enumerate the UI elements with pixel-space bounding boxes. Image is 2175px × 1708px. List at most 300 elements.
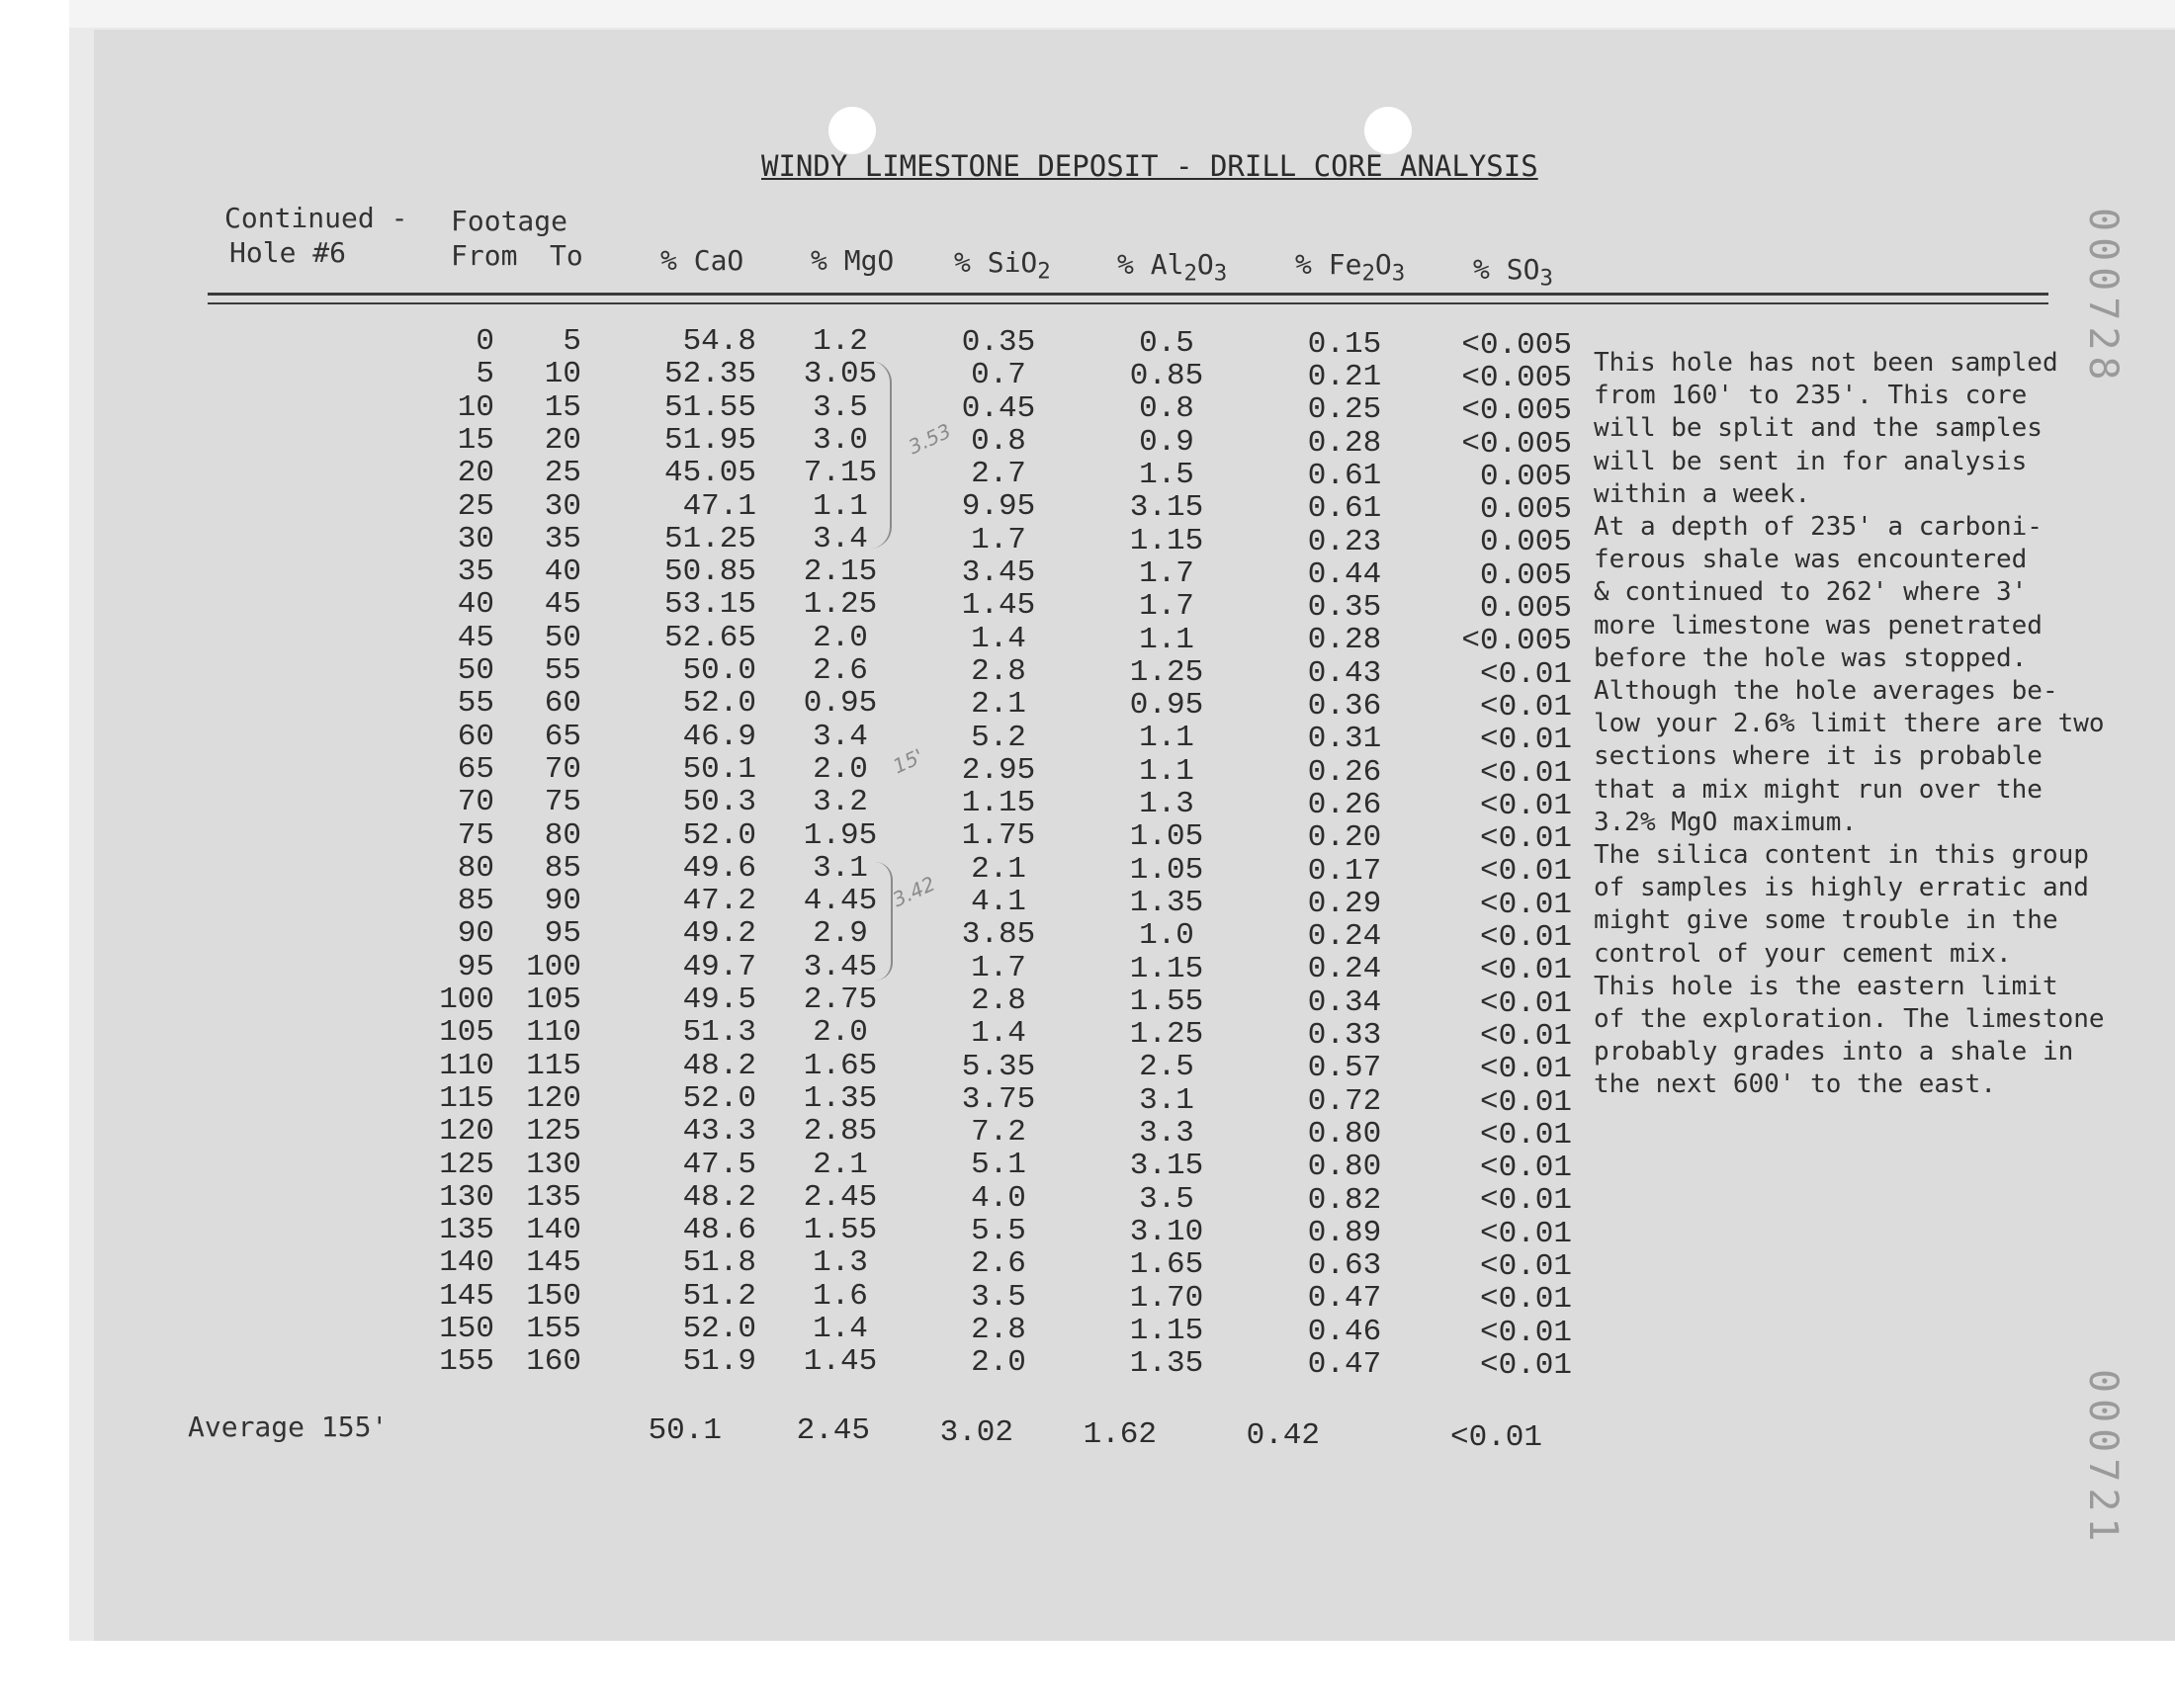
- cell-from: 65: [457, 751, 494, 787]
- cell-cao: 46.9: [682, 719, 756, 754]
- cell-al2o3: 0.85: [1129, 359, 1204, 394]
- cell-sio2: 2.1: [971, 851, 1026, 887]
- cell-to: 115: [526, 1048, 581, 1083]
- cell-sio2: 2.1: [971, 687, 1026, 723]
- cell-fe2o3: 0.63: [1307, 1248, 1382, 1284]
- cell-to: 160: [526, 1344, 581, 1380]
- cell-so3: 0.005: [1479, 557, 1572, 593]
- cell-cao: 49.6: [682, 850, 756, 886]
- scan-border-bottom: [0, 1641, 2175, 1708]
- cell-al2o3: 1.5: [1139, 458, 1194, 492]
- cell-al2o3: 1.0: [1139, 918, 1194, 954]
- header-from: From: [451, 239, 518, 272]
- average-mgo: 2.45: [796, 1413, 870, 1448]
- notes-line: will be sent in for analysis: [1594, 446, 2028, 476]
- cell-al2o3: 1.3: [1139, 787, 1194, 821]
- cell-to: 30: [544, 488, 581, 524]
- cell-mgo: 1.4: [813, 1312, 868, 1346]
- cell-cao: 50.85: [663, 555, 756, 590]
- cell-mgo: 2.9: [813, 916, 868, 952]
- cell-sio2: 2.8: [971, 982, 1026, 1018]
- cell-so3: <0.01: [1479, 788, 1572, 823]
- notes-paragraph: [1594, 347, 2147, 1102]
- cell-fe2o3: 0.61: [1307, 458, 1382, 493]
- cell-sio2: 2.6: [971, 1246, 1026, 1282]
- notes-line: 3.2% MgO maximum.: [1594, 807, 1858, 837]
- cell-al2o3: 1.15: [1129, 523, 1204, 558]
- cell-cao: 47.5: [682, 1147, 756, 1182]
- cell-cao: 48.2: [682, 1048, 756, 1083]
- cell-cao: 52.0: [682, 1312, 756, 1346]
- cell-fe2o3: 0.80: [1307, 1116, 1382, 1152]
- cell-sio2: 2.8: [971, 1312, 1026, 1347]
- cell-fe2o3: 0.28: [1307, 425, 1382, 461]
- cell-so3: 0.005: [1479, 591, 1572, 626]
- notes-line: probably grades into a shale in: [1594, 1037, 2074, 1068]
- cell-cao: 52.0: [682, 1080, 756, 1116]
- cell-fe2o3: 0.43: [1307, 655, 1382, 691]
- pencil-note: 3.53: [905, 418, 955, 460]
- cell-mgo: 2.75: [803, 982, 878, 1017]
- cell-to: 155: [526, 1312, 581, 1346]
- cell-to: 70: [544, 751, 581, 787]
- cell-from: 130: [439, 1179, 494, 1215]
- cell-from: 100: [439, 982, 494, 1017]
- cell-sio2: 1.7: [971, 950, 1026, 985]
- cell-so3: <0.01: [1479, 854, 1572, 890]
- average-al2o3: 1.62: [1083, 1417, 1157, 1452]
- cell-mgo: 2.45: [803, 1179, 878, 1215]
- cell-so3: <0.01: [1479, 1183, 1572, 1219]
- cell-al2o3: 3.3: [1139, 1116, 1194, 1151]
- cell-sio2: 0.8: [971, 423, 1026, 459]
- cell-cao: 49.5: [682, 982, 756, 1017]
- cell-sio2: 1.7: [971, 522, 1026, 557]
- cell-so3: <0.01: [1479, 821, 1572, 857]
- cell-so3: <0.01: [1479, 1347, 1572, 1383]
- cell-cao: 51.8: [682, 1245, 756, 1281]
- cell-so3: <0.01: [1479, 1315, 1572, 1350]
- cell-fe2o3: 0.26: [1307, 754, 1382, 790]
- cell-mgo: 7.15: [803, 456, 878, 491]
- header-hole-line2: Hole #6: [229, 236, 347, 269]
- cell-mgo: 0.95: [803, 686, 878, 722]
- average-fe2o3: 0.42: [1246, 1418, 1320, 1453]
- cell-mgo: 1.3: [813, 1245, 868, 1281]
- header-cao: % CaO: [660, 244, 744, 277]
- cell-fe2o3: 0.25: [1307, 392, 1382, 428]
- cell-al2o3: 0.95: [1129, 688, 1204, 724]
- pencil-note: 15': [889, 743, 927, 779]
- cell-cao: 51.25: [663, 521, 756, 556]
- cell-mgo: 3.45: [803, 949, 878, 984]
- cell-to: 150: [526, 1278, 581, 1314]
- cell-to: 135: [526, 1179, 581, 1215]
- cell-from: 155: [439, 1344, 494, 1380]
- cell-fe2o3: 0.61: [1307, 491, 1382, 527]
- cell-cao: 52.0: [682, 686, 756, 722]
- cell-al2o3: 0.5: [1139, 325, 1194, 361]
- notes-line: that a mix might run over the: [1594, 774, 2043, 805]
- cell-sio2: 2.8: [971, 653, 1026, 689]
- cell-cao: 50.3: [682, 785, 756, 820]
- cell-mgo: 1.55: [803, 1213, 878, 1248]
- cell-from: 120: [439, 1114, 494, 1150]
- average-label: Average 155': [188, 1410, 389, 1443]
- cell-so3: 0.005: [1479, 459, 1572, 494]
- cell-so3: <0.005: [1461, 327, 1572, 363]
- cell-sio2: 7.2: [971, 1115, 1026, 1151]
- notes-line: the next 600' to the east.: [1594, 1069, 1996, 1100]
- cell-mgo: 2.6: [813, 653, 868, 688]
- cell-from: 145: [439, 1278, 494, 1314]
- pencil-brace: [870, 361, 892, 549]
- cell-from: 45: [457, 620, 494, 655]
- cell-to: 40: [544, 555, 581, 590]
- cell-mgo: 3.4: [813, 719, 868, 754]
- cell-sio2: 1.15: [961, 786, 1036, 821]
- cell-cao: 51.3: [682, 1015, 756, 1051]
- cell-sio2: 1.45: [961, 588, 1036, 624]
- cell-mgo: 1.2: [813, 324, 868, 359]
- cell-from: 5: [476, 357, 494, 392]
- cell-so3: <0.01: [1479, 1151, 1572, 1186]
- cell-so3: <0.01: [1479, 1216, 1572, 1251]
- cell-so3: <0.01: [1479, 656, 1572, 692]
- cell-to: 35: [544, 521, 581, 556]
- cell-fe2o3: 0.46: [1307, 1314, 1382, 1349]
- notes-line: This hole has not been sampled: [1594, 348, 2058, 378]
- cell-cao: 53.15: [663, 587, 756, 623]
- cell-to: 80: [544, 817, 581, 853]
- cell-cao: 51.2: [682, 1278, 756, 1314]
- cell-so3: 0.005: [1479, 525, 1572, 560]
- cell-from: 0: [476, 324, 494, 359]
- cell-to: 130: [526, 1147, 581, 1182]
- cell-cao: 47.2: [682, 884, 756, 919]
- cell-from: 150: [439, 1312, 494, 1346]
- cell-sio2: 4.0: [971, 1180, 1026, 1216]
- cell-al2o3: 1.7: [1139, 589, 1194, 625]
- cell-from: 75: [457, 817, 494, 853]
- cell-from: 135: [439, 1213, 494, 1248]
- cell-to: 55: [544, 653, 581, 688]
- cell-mgo: 2.85: [803, 1114, 878, 1150]
- cell-mgo: 2.0: [813, 751, 868, 787]
- notes-line: At a depth of 235' a carboni-: [1594, 512, 2043, 543]
- cell-from: 20: [457, 456, 494, 491]
- cell-so3: <0.01: [1479, 1084, 1572, 1120]
- cell-to: 140: [526, 1213, 581, 1248]
- cell-so3: <0.005: [1461, 393, 1572, 429]
- cell-cao: 54.8: [682, 324, 756, 359]
- cell-from: 15: [457, 422, 494, 458]
- cell-al2o3: 0.8: [1139, 391, 1194, 427]
- cell-so3: <0.01: [1479, 1018, 1572, 1054]
- cell-to: 125: [526, 1114, 581, 1150]
- cell-fe2o3: 0.15: [1307, 326, 1382, 362]
- cell-cao: 45.05: [663, 456, 756, 491]
- cell-from: 90: [457, 916, 494, 952]
- notes-line: of the exploration. The limestone: [1594, 1004, 2105, 1035]
- cell-cao: 51.55: [663, 389, 756, 425]
- cell-to: 145: [526, 1245, 581, 1281]
- header-so3: % $SO_3$: [1473, 253, 1553, 292]
- cell-al2o3: 1.15: [1129, 951, 1204, 986]
- cell-from: 80: [457, 850, 494, 886]
- cell-cao: 48.2: [682, 1179, 756, 1215]
- cell-to: 65: [544, 719, 581, 754]
- cell-to: 120: [526, 1080, 581, 1116]
- cell-fe2o3: 0.34: [1307, 984, 1382, 1020]
- cell-fe2o3: 0.29: [1307, 886, 1382, 921]
- pencil-note: 3.42: [889, 871, 939, 912]
- bates-stamp-top: 000728: [2080, 208, 2126, 386]
- cell-to: 95: [544, 916, 581, 952]
- punch-hole: [1364, 107, 1412, 154]
- cell-al2o3: 1.15: [1129, 1313, 1204, 1348]
- cell-sio2: 0.35: [961, 324, 1036, 360]
- cell-from: 85: [457, 884, 494, 919]
- header-hole-line1: Continued -: [224, 202, 408, 234]
- cell-to: 45: [544, 587, 581, 623]
- cell-from: 30: [457, 521, 494, 556]
- cell-to: 85: [544, 850, 581, 886]
- cell-mgo: 3.1: [813, 850, 868, 886]
- cell-cao: 52.35: [663, 357, 756, 392]
- cell-sio2: 3.85: [961, 917, 1036, 953]
- cell-sio2: 1.75: [961, 818, 1036, 854]
- cell-cao: 47.1: [682, 488, 756, 524]
- cell-from: 35: [457, 555, 494, 590]
- cell-sio2: 1.4: [971, 621, 1026, 656]
- scan-border-left: [0, 0, 69, 1708]
- notes-line: This hole is the eastern limit: [1594, 971, 2058, 1001]
- notes-line: from 160' to 235'. This core: [1594, 381, 2028, 411]
- cell-fe2o3: 0.35: [1307, 590, 1382, 626]
- cell-al2o3: 1.05: [1129, 819, 1204, 855]
- cell-from: 55: [457, 686, 494, 722]
- cell-mgo: 4.45: [803, 884, 878, 919]
- cell-fe2o3: 0.24: [1307, 919, 1382, 955]
- cell-cao: 43.3: [682, 1114, 756, 1150]
- notes-line: before the hole was stopped.: [1594, 642, 2028, 673]
- cell-mgo: 2.1: [813, 1147, 868, 1182]
- average-so3: <0.01: [1449, 1420, 1542, 1455]
- cell-to: 60: [544, 686, 581, 722]
- cell-from: 40: [457, 587, 494, 623]
- cell-mgo: 3.5: [813, 389, 868, 425]
- notes-line: Although the hole averages be-: [1594, 676, 2058, 707]
- cell-sio2: 2.7: [971, 457, 1026, 492]
- cell-so3: <0.01: [1479, 1117, 1572, 1153]
- cell-al2o3: 1.1: [1139, 721, 1194, 756]
- cell-cao: 50.1: [682, 751, 756, 787]
- bates-stamp-bottom: 000721: [2080, 1369, 2126, 1548]
- cell-sio2: 0.45: [961, 390, 1036, 426]
- cell-so3: <0.01: [1479, 755, 1572, 791]
- cell-fe2o3: 0.47: [1307, 1281, 1382, 1317]
- cell-al2o3: 1.55: [1129, 983, 1204, 1019]
- cell-al2o3: 1.35: [1129, 885, 1204, 920]
- cell-fe2o3: 0.72: [1307, 1083, 1382, 1119]
- cell-from: 70: [457, 785, 494, 820]
- cell-sio2: 5.35: [961, 1049, 1036, 1084]
- notes-line: more limestone was penetrated: [1594, 610, 2043, 640]
- cell-mgo: 3.0: [813, 422, 868, 458]
- average-cao: 50.1: [648, 1413, 722, 1448]
- cell-al2o3: 1.7: [1139, 555, 1194, 591]
- cell-fe2o3: 0.57: [1307, 1051, 1382, 1086]
- cell-al2o3: 3.15: [1129, 1149, 1204, 1184]
- cell-so3: <0.01: [1479, 1052, 1572, 1087]
- cell-al2o3: 1.1: [1139, 622, 1194, 657]
- header-rule-top: [208, 293, 2048, 296]
- cell-so3: <0.01: [1479, 985, 1572, 1021]
- pencil-brace: [875, 862, 893, 981]
- cell-al2o3: 1.1: [1139, 753, 1194, 789]
- cell-to: 75: [544, 785, 581, 820]
- cell-fe2o3: 0.36: [1307, 689, 1382, 724]
- cell-so3: <0.01: [1479, 723, 1572, 758]
- cell-mgo: 3.2: [813, 785, 868, 820]
- cell-fe2o3: 0.80: [1307, 1150, 1382, 1185]
- header-fe2o3: % $Fe_2O_3$: [1295, 248, 1406, 287]
- cell-to: 20: [544, 422, 581, 458]
- notes-line: within a week.: [1594, 478, 1811, 509]
- cell-fe2o3: 0.23: [1307, 524, 1382, 559]
- cell-sio2: 4.1: [971, 885, 1026, 919]
- notes-line: low your 2.6% limit there are two: [1594, 709, 2105, 739]
- cell-sio2: 5.1: [971, 1148, 1026, 1183]
- cell-mgo: 1.6: [813, 1278, 868, 1314]
- cell-al2o3: 2.5: [1139, 1050, 1194, 1085]
- cell-fe2o3: 0.17: [1307, 853, 1382, 889]
- cell-sio2: 2.95: [961, 752, 1036, 788]
- cell-cao: 48.6: [682, 1213, 756, 1248]
- cell-fe2o3: 0.21: [1307, 360, 1382, 394]
- cell-al2o3: 3.10: [1129, 1214, 1204, 1249]
- cell-mgo: 1.95: [803, 817, 878, 853]
- cell-from: 115: [439, 1080, 494, 1116]
- cell-mgo: 3.05: [803, 357, 878, 392]
- average-sio2: 3.02: [939, 1415, 1013, 1450]
- cell-fe2o3: 0.20: [1307, 820, 1382, 856]
- cell-fe2o3: 0.44: [1307, 556, 1382, 592]
- cell-mgo: 2.15: [803, 555, 878, 590]
- cell-al2o3: 1.65: [1129, 1247, 1204, 1283]
- cell-sio2: 0.7: [971, 358, 1026, 393]
- cell-sio2: 5.2: [971, 720, 1026, 755]
- notes-line: ferous shale was encountered: [1594, 545, 2028, 575]
- cell-cao: 51.95: [663, 422, 756, 458]
- cell-from: 10: [457, 389, 494, 425]
- cell-to: 15: [544, 389, 581, 425]
- cell-cao: 50.0: [682, 653, 756, 688]
- notes-line: The silica content in this group: [1594, 840, 2089, 871]
- cell-cao: 49.2: [682, 916, 756, 952]
- header-footage: Footage: [451, 205, 568, 237]
- cell-mgo: 1.1: [813, 488, 868, 524]
- cell-to: 90: [544, 884, 581, 919]
- cell-from: 25: [457, 488, 494, 524]
- cell-so3: <0.01: [1479, 689, 1572, 725]
- cell-sio2: 3.45: [961, 555, 1036, 590]
- cell-mgo: 3.4: [813, 521, 868, 556]
- cell-al2o3: 3.5: [1139, 1181, 1194, 1217]
- cell-mgo: 1.65: [803, 1048, 878, 1083]
- notes-line: sections where it is probable: [1594, 741, 2043, 772]
- cell-cao: 52.65: [663, 620, 756, 655]
- header-to: To: [550, 239, 583, 272]
- cell-so3: <0.005: [1461, 360, 1572, 395]
- cell-fe2o3: 0.89: [1307, 1215, 1382, 1250]
- cell-al2o3: 1.25: [1129, 1017, 1204, 1053]
- header-mgo: % MgO: [811, 244, 895, 277]
- header-rule-bottom: [208, 302, 2048, 304]
- cell-mgo: 1.35: [803, 1080, 878, 1116]
- cell-so3: <0.01: [1479, 953, 1572, 988]
- cell-sio2: 5.5: [971, 1214, 1026, 1248]
- cell-al2o3: 1.35: [1129, 1346, 1204, 1382]
- cell-fe2o3: 0.82: [1307, 1182, 1382, 1218]
- cell-al2o3: 1.25: [1129, 654, 1204, 690]
- cell-al2o3: 0.9: [1139, 424, 1194, 460]
- cell-cao: 51.9: [682, 1344, 756, 1380]
- cell-to: 50: [544, 620, 581, 655]
- cell-al2o3: 3.1: [1139, 1082, 1194, 1118]
- cell-to: 5: [563, 324, 581, 359]
- cell-from: 140: [439, 1245, 494, 1281]
- cell-al2o3: 3.15: [1129, 490, 1204, 526]
- cell-sio2: 2.0: [971, 1345, 1026, 1381]
- cell-sio2: 3.75: [961, 1081, 1036, 1117]
- cell-to: 100: [526, 949, 581, 984]
- page-title: WINDY LIMESTONE DEPOSIT - DRILL CORE ANALYSIS: [761, 149, 1538, 183]
- cell-sio2: 1.4: [971, 1016, 1026, 1052]
- scan-border-top: [0, 0, 2175, 28]
- punch-hole: [828, 107, 876, 154]
- notes-line: & continued to 262' where 3': [1594, 577, 2028, 608]
- header-sio2: % SiO$_2$: [954, 246, 1051, 285]
- cell-sio2: 3.5: [971, 1279, 1026, 1315]
- cell-fe2o3: 0.28: [1307, 623, 1382, 658]
- cell-to: 10: [544, 357, 581, 392]
- cell-al2o3: 1.05: [1129, 852, 1204, 888]
- cell-to: 110: [526, 1015, 581, 1051]
- cell-sio2: 9.95: [961, 489, 1036, 525]
- cell-mgo: 2.0: [813, 1015, 868, 1051]
- cell-from: 60: [457, 719, 494, 754]
- cell-fe2o3: 0.31: [1307, 722, 1382, 757]
- cell-cao: 49.7: [682, 949, 756, 984]
- notes-line: will be split and the samples: [1594, 413, 2043, 444]
- header-al2o3: % $Al_2O_3$: [1117, 248, 1228, 287]
- cell-mgo: 1.25: [803, 587, 878, 623]
- cell-so3: <0.01: [1479, 887, 1572, 922]
- cell-so3: <0.01: [1479, 920, 1572, 955]
- cell-fe2o3: 0.24: [1307, 952, 1382, 987]
- cell-so3: <0.005: [1461, 426, 1572, 462]
- cell-from: 110: [439, 1048, 494, 1083]
- notes-line: control of your cement mix.: [1594, 938, 2012, 969]
- notes-line: of samples is highly erratic and: [1594, 873, 2089, 903]
- cell-so3: <0.01: [1479, 1282, 1572, 1318]
- cell-fe2o3: 0.47: [1307, 1347, 1382, 1382]
- cell-from: 95: [457, 949, 494, 984]
- cell-from: 125: [439, 1147, 494, 1182]
- cell-to: 25: [544, 456, 581, 491]
